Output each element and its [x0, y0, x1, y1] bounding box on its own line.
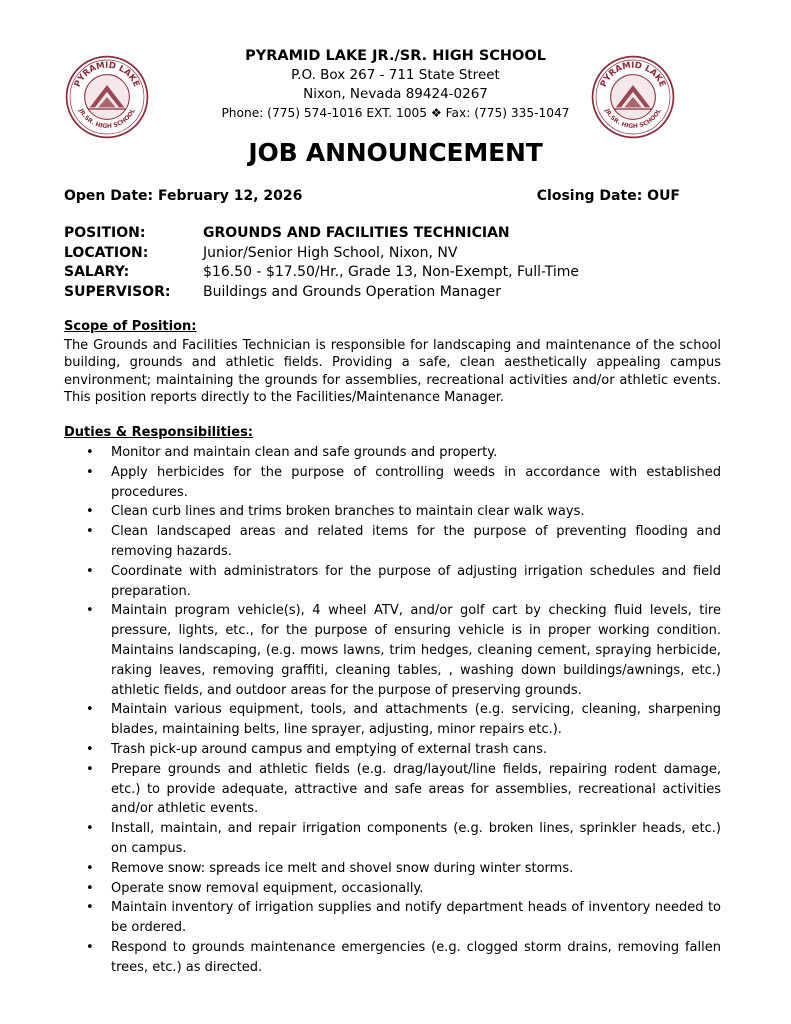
duty-text: Remove snow: spreads ice melt and shovel snow during winter storms. — [111, 860, 574, 876]
info-value: GROUNDS AND FACILITIES TECHNICIAN — [203, 225, 510, 241]
info-label: POSITION: — [64, 225, 146, 241]
duty-text: Clean landscaped areas and related items for the purpose of preventing flooding and removing hazards. — [111, 524, 721, 559]
bullet-icon: • — [86, 880, 94, 896]
bullet-icon: • — [86, 860, 94, 876]
list-item — [64, 463, 721, 503]
closing-date: Closing Date: OUF — [536, 188, 680, 204]
bullet-icon: • — [86, 445, 94, 460]
bullet-icon: • — [86, 741, 94, 757]
bullet-icon: • — [86, 939, 94, 955]
duty-text: Respond to grounds maintenance emergencies (e.g. clogged storm drains, removing fallen trees, etc.) as directed. — [111, 939, 721, 975]
list-item — [64, 443, 721, 463]
info-label: SUPERVISOR: — [64, 283, 171, 300]
scope-text: The Grounds and Facilities Technician is responsible for landscaping and maintenance of the school building, grounds and athletic fields. Providing a safe, clean aesthetically appealing campus environment; maintaining the grounds for assemblies, recreational activities and/or athletic events. This position reports directly to the Facilities/Maintenance Manager. — [64, 338, 721, 406]
info-row-supervisor — [64, 283, 724, 303]
duty-text: Prepare grounds and athletic fields (e.g. drag/layout/line fields, repairing rodent damage, etc.) to provide adequate, attractive and safe areas for assemblies, recreational activities and/or athletic events. — [111, 761, 721, 817]
list-item — [64, 700, 721, 740]
address-line-2: Nixon, Nevada 89424-0267 — [303, 86, 488, 102]
page-title: JOB ANNOUNCEMENT — [248, 138, 543, 167]
list-item — [64, 740, 721, 760]
school-name: PYRAMID LAKE JR./SR. HIGH SCHOOL — [245, 48, 546, 64]
info-value: $16.50 - $17.50/Hr., Grade 13, Non-Exempt, Full-Time — [203, 264, 579, 280]
duty-text: Maintain various equipment, tools, and attachments (e.g. servicing, cleaning, sharpening blades, maintaining belts, line sprayer, adjusting, minor repairs etc.). — [111, 702, 721, 738]
list-item — [64, 601, 721, 700]
list-item — [64, 859, 721, 879]
seal-bottom-text: JR.SR. HIGH SCHOOL — [77, 107, 137, 131]
school-seal-icon — [64, 54, 150, 140]
list-item — [64, 562, 721, 602]
duty-text: Maintain program vehicle(s), 4 wheel ATV, and/or golf cart by checking fluid levels, tire pressure, lights, etc., for the purpose of ensuring vehicle is in proper working condition. Maintains landscaping, (e.g. mows lawns, trim hedges, cleaning cement, spraying herbicide, raking leaves, removing graffiti, cleaning tables, , washing down buildings/awnings, etc.) athletic fields, and outdoor areas for the purpose of preserving grounds. — [111, 603, 721, 698]
list-item — [64, 502, 721, 522]
info-value: Junior/Senior High School, Nixon, NV — [203, 244, 458, 261]
bullet-icon: • — [86, 821, 94, 837]
info-row-salary — [64, 263, 724, 283]
contact-line: Phone: (775) 574-1016 EXT. 1005 ❖ Fax: (775) 335-1047 — [221, 106, 570, 120]
list-item — [64, 522, 721, 562]
seal-top-text: PYRAMID LAKE — [72, 60, 142, 89]
duty-text: Trash pick-up around campus and emptying of external trash cans. — [111, 741, 547, 757]
bullet-icon: • — [86, 761, 94, 777]
list-item — [64, 898, 721, 938]
list-item — [64, 819, 721, 859]
bullet-icon: • — [86, 603, 94, 619]
address-line-1: P.O. Box 267 - 711 State Street — [291, 67, 500, 83]
duty-text: Maintain inventory of irrigation supplies and notify department heads of inventory needed to be ordered. — [111, 900, 721, 936]
bullet-icon: • — [86, 702, 94, 718]
duty-text: Coordinate with administrators for the purpose of adjusting irrigation schedules and field preparation. — [111, 563, 721, 599]
bullet-icon: • — [86, 563, 94, 579]
bullet-icon: • — [86, 504, 94, 520]
duty-text: Monitor and maintain clean and safe grounds and property. — [111, 445, 498, 460]
info-label: LOCATION: — [64, 244, 149, 261]
seal-bottom-text: JR.SR. HIGH SCHOOL — [603, 107, 663, 131]
bullet-icon: • — [86, 464, 94, 480]
info-value: Buildings and Grounds Operation Manager — [203, 283, 502, 300]
list-item — [64, 760, 721, 819]
bullet-icon: • — [86, 524, 94, 540]
duty-text: Apply herbicides for the purpose of controlling weeds in accordance with established procedures. — [111, 464, 721, 500]
list-item — [64, 938, 721, 978]
duties-heading: Duties & Responsibilities: — [64, 425, 254, 440]
seal-top-text: PYRAMID LAKE — [598, 60, 668, 89]
open-date: Open Date: February 12, 2026 — [64, 188, 303, 204]
info-row-position — [64, 224, 724, 244]
info-row-location — [64, 244, 724, 264]
scope-heading: Scope of Position: — [64, 319, 197, 334]
duty-text: Install, maintain, and repair irrigation components (e.g. broken lines, sprinkler heads, etc.) on campus. — [111, 821, 721, 856]
list-item — [64, 879, 721, 899]
position-info — [64, 224, 724, 302]
bullet-icon: • — [86, 900, 94, 916]
letterhead — [180, 46, 611, 123]
duties-list — [64, 443, 721, 978]
info-label: SALARY: — [64, 264, 130, 280]
duty-text: Clean curb lines and trims broken branches to maintain clear walk ways. — [111, 504, 585, 520]
duty-text: Operate snow removal equipment, occasionally. — [111, 880, 424, 896]
